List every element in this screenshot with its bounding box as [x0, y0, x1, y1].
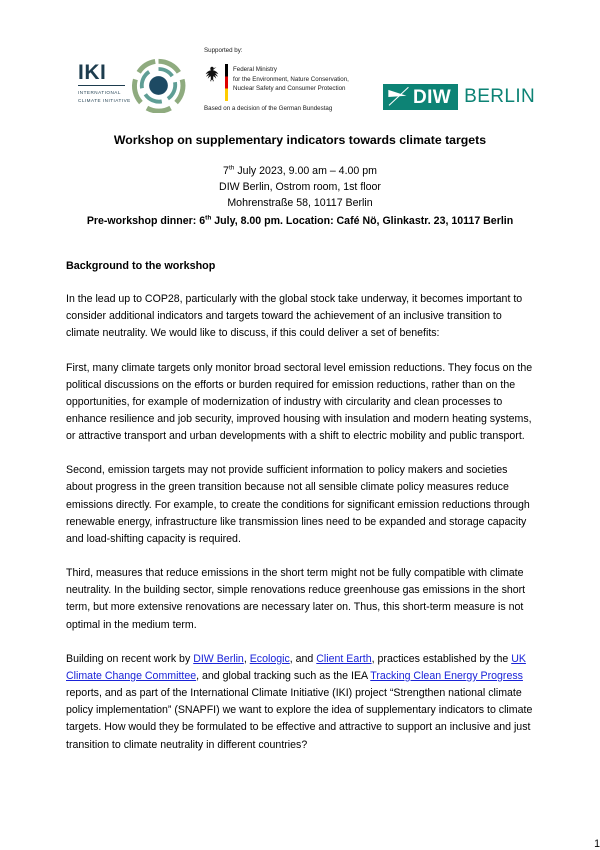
link-diw-berlin[interactable]: DIW Berlin: [193, 652, 244, 665]
closing-seg-4: , practices established by the: [371, 652, 512, 665]
bundestag-decision-note: Based on a decision of the German Bundestag: [204, 105, 333, 112]
closing-seg-3: , and: [289, 652, 317, 665]
diw-swoosh-icon: [387, 86, 413, 108]
closing-seg-1: Building on recent work by: [66, 652, 194, 665]
iki-logo: [78, 58, 188, 114]
header-logo-band: [0, 0, 600, 125]
paragraph-closing: [66, 651, 534, 754]
dinner-rest: July, 8.00 pm. Location: Café Nö, Glinkastr. 23, 10117 Berlin: [211, 214, 514, 227]
document-title: Workshop on supplementary indicators towards climate targets: [113, 133, 487, 147]
ministry-name-line1: Federal Ministry: [233, 66, 278, 73]
german-eagle-icon: [204, 65, 220, 82]
diw-mark-text: DIW: [413, 86, 452, 108]
link-ecologic[interactable]: Ecologic: [249, 652, 290, 665]
german-flag-bar: [225, 64, 228, 101]
supported-by-label: Supported by:: [204, 47, 243, 54]
pre-workshop-dinner-line: [66, 213, 534, 229]
closing-seg-2: ,: [243, 652, 250, 665]
section-heading-background: Background to the workshop: [66, 259, 216, 272]
iki-rule: [78, 85, 125, 86]
dinner-prefix: Pre-workshop dinner: 6: [86, 214, 206, 227]
paragraph-intro: In the lead up to COP28, particularly with the global stock take underway, it becomes important to consider additional indicators and targets toward the achievement of an inclusive transition to climate neutrality. We would like to discuss, if this could deliver a set of benefits:: [66, 293, 523, 340]
federal-ministry-logo: [204, 47, 379, 117]
diw-berlin-logo: [383, 84, 535, 110]
iki-subtitle: [78, 89, 134, 104]
link-client-earth[interactable]: Client Earth: [316, 652, 372, 665]
link-tracking-clean-energy-progress[interactable]: Tracking Clean Energy Progress: [370, 669, 523, 682]
dinner-ordinal: th: [205, 214, 212, 222]
iki-subtitle-line1: INTERNATIONAL: [78, 90, 121, 95]
event-venue-line: DIW Berlin, Ostrom room, 1st floor: [219, 180, 381, 193]
ministry-name-line3: Nuclear Safety and Consumer Protection: [233, 85, 346, 93]
paragraph-first-benefit: First, many climate targets only monitor broad sectoral level emission reductions. They focus on the political discussions on the efforts or burden required for emission reductions, rather than on the opportunities, for example of modernization of industry with circularity and clean processes to enhance resilience and job security, improved housing with insulation and modern heating systems, or attractive transport and urban developments with a shift to electric mobility and public transport.: [66, 361, 533, 443]
event-date-day: 7: [223, 164, 229, 177]
page-number: 1: [594, 838, 600, 850]
paragraph-second-benefit: Second, emission targets may not provide sufficient information to policy makers and societies about progress in the green transition because not all sensible climate policy measures reduce emissions directly. For example, to create the conditions for significant emission reductions through renewable energy, infrastructure like transmission lines need to be expanded and storage capacity and load-shifting capacity is required.: [66, 464, 530, 545]
event-date-line: [66, 163, 534, 179]
event-date-ordinal: th: [228, 164, 235, 172]
link-uk-climate-change-committee[interactable]: UK Climate Change Committee: [66, 652, 526, 682]
iki-subtitle-line2: CLIMATE INITIATIVE: [78, 97, 131, 103]
iki-circular-emblem-icon: [131, 58, 186, 113]
ministry-name-line2: for the Environment, Nature Conservation,: [233, 75, 349, 83]
ministry-row: [204, 64, 349, 101]
event-address-line: Mohrenstraße 58, 10117 Berlin: [227, 196, 373, 209]
diw-logo-box: [383, 84, 458, 110]
ministry-name: [233, 64, 349, 94]
diw-berlin-text: BERLIN: [464, 86, 536, 107]
iki-wordmark: IKI: [78, 61, 107, 84]
paragraph-third-benefit: Third, measures that reduce emissions in the short term might not be fully compatible with climate neutrality. In the building sector, simple renovations reduce greenhouse gas emissions in the short term, but more extensive renovations are necessary later on. Thus, this short-term measure is not optimal in the medium term.: [66, 567, 526, 631]
closing-seg-6: reports, and as part of the International Climate Initiative (IKI) project “Strengthen national climate policy implementation” (SNAPFI) we want to explore the idea of supplementary indicators to climate targets. How would they be formulated to be effective and attractive to support an inclusive and just transition to climate neutrality in different countries?: [66, 687, 533, 751]
event-date-rest: July 2023, 9.00 am – 4.00 pm: [234, 164, 377, 177]
document-body: [66, 132, 600, 850]
closing-seg-5: , and global tracking such as the IEA: [196, 669, 371, 682]
